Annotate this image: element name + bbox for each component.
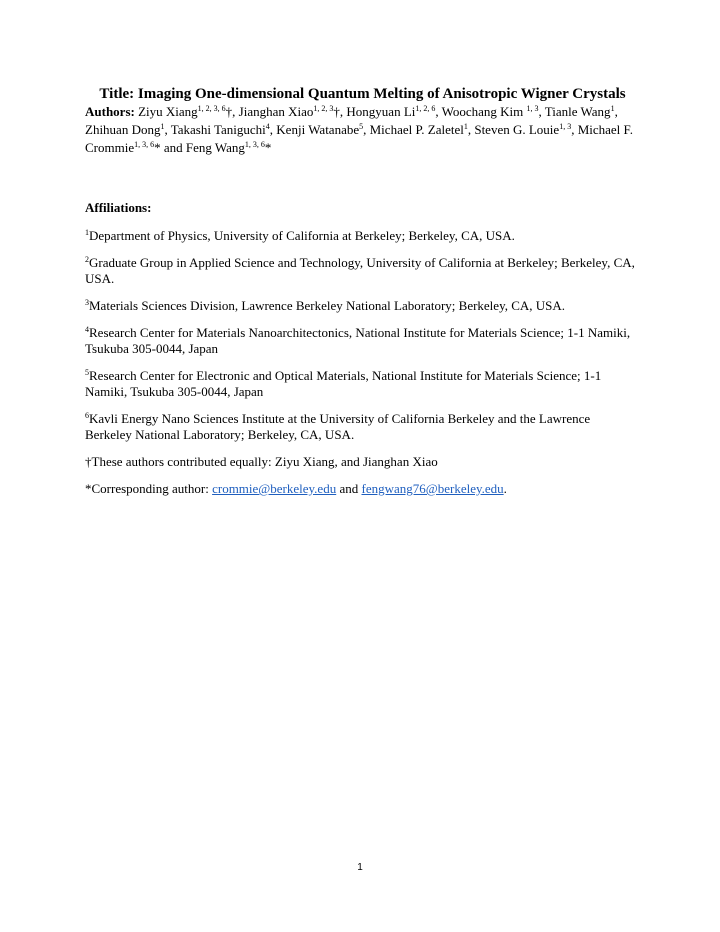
corresponding-suffix: . <box>503 481 507 496</box>
corresponding-prefix: *Corresponding author: <box>85 481 213 496</box>
author-name: Takashi Taniguchi <box>170 122 266 137</box>
affiliation-item <box>85 325 640 357</box>
author-name: Kenji Watanabe <box>276 122 360 137</box>
author-separator: , <box>571 122 578 137</box>
affiliation-text: Research Center for Electronic and Optical Materials, National Institute for Materials Science; 1-1 Namiki, Tsukuba 305-0044, Japan <box>85 368 602 399</box>
author-affiliation-marker: 5 <box>359 122 364 131</box>
author-separator: , <box>614 104 618 119</box>
affiliation-text: Department of Physics, University of California at Berkeley; Berkeley, CA, USA. <box>89 228 515 243</box>
affiliation-text: Research Center for Materials Nanoarchitectonics, National Institute for Materials Science; 1-1 Namiki, Tsukuba 305-0044, Japan <box>85 325 631 356</box>
author-name: Ziyu Xiang <box>138 104 198 119</box>
author-separator: , <box>232 104 239 119</box>
author-contribution-mark: * <box>264 140 272 155</box>
author-affiliation-marker: 1, 3, 6 <box>244 140 265 149</box>
affiliation-item <box>85 255 640 287</box>
email-link-fengwang[interactable]: fengwang76@berkeley.edu <box>361 481 504 496</box>
author-contribution-mark: * <box>154 140 161 155</box>
author-separator: , <box>164 122 171 137</box>
author-names <box>85 104 633 155</box>
author-affiliation-marker: 1 <box>610 104 615 113</box>
equal-contribution-note: †These authors contributed equally: Ziyu Xiang, and Jianghan Xiao <box>85 454 438 469</box>
author-separator: , <box>435 104 442 119</box>
author-name: Feng Wang <box>185 140 245 155</box>
affiliation-number: 3 <box>85 298 89 307</box>
author-separator: , <box>538 104 545 119</box>
affiliation-item <box>85 411 640 443</box>
affiliation-number: 6 <box>85 411 89 420</box>
page-number: 1 <box>357 862 363 873</box>
author-contribution-mark: † <box>225 104 233 119</box>
author-name: Michael P. Zaletel <box>369 122 464 137</box>
author-contribution-mark: † <box>333 104 340 119</box>
author-name: Jianghan Xiao <box>238 104 314 119</box>
author-affiliation-marker: 1, 2, 3, 6 <box>197 104 226 113</box>
author-name: Zhihuan Dong <box>85 122 161 137</box>
affiliation-text: Materials Sciences Division, Lawrence Berkeley National Laboratory; Berkeley, CA, USA. <box>89 298 566 313</box>
author-separator: , <box>339 104 347 119</box>
affiliation-number: 4 <box>85 325 89 334</box>
affiliation-text: Kavli Energy Nano Sciences Institute at the University of California Berkeley and the Lawrence Berkeley National Laboratory; Berkeley, CA, USA. <box>85 411 591 442</box>
author-name: Woochang Kim <box>441 104 527 119</box>
author-affiliation-marker: 1, 3 <box>559 122 572 131</box>
affiliation-text: Graduate Group in Applied Science and Technology, University of California at Berkeley; Berkeley, CA, USA. <box>85 255 635 286</box>
authors-label: Authors: <box>85 104 135 119</box>
affiliation-number: 5 <box>85 368 89 377</box>
author-affiliation-marker: 1, 3, 6 <box>134 140 155 149</box>
front-matter <box>85 86 640 496</box>
author-affiliation-marker: 1 <box>160 122 165 131</box>
affiliation-number: 1 <box>85 228 89 237</box>
author-separator: and <box>160 140 186 155</box>
paper-title: Title: Imaging One-dimensional Quantum Melting of Anisotropic Wigner Crystals <box>99 86 626 102</box>
affiliation-item <box>85 228 640 244</box>
author-name: Michael F. Crommie <box>85 122 633 155</box>
affiliation-item <box>85 298 640 314</box>
author-name: Hongyuan Li <box>346 104 416 119</box>
author-separator: , <box>363 122 370 137</box>
corresponding-author-note <box>85 481 640 497</box>
author-separator: , <box>467 122 475 137</box>
affiliations-list <box>85 228 640 508</box>
affiliation-item <box>85 368 640 400</box>
author-affiliation-marker: 1 <box>463 122 468 131</box>
author-affiliation-marker: 1, 3 <box>526 104 539 113</box>
author-affiliation-marker: 1, 2, 6 <box>415 104 436 113</box>
affiliation-number: 2 <box>85 255 89 264</box>
author-name: Tianle Wang <box>544 104 611 119</box>
author-name: Steven G. Louie <box>474 122 560 137</box>
corresponding-joiner: and <box>336 481 362 496</box>
author-list <box>85 103 640 157</box>
author-separator: , <box>269 122 277 137</box>
email-link-crommie[interactable]: crommie@berkeley.edu <box>212 481 337 496</box>
author-affiliation-marker: 4 <box>265 122 270 131</box>
affiliations-heading: Affiliations: <box>85 200 152 215</box>
author-affiliation-marker: 1, 2, 3 <box>313 104 334 113</box>
